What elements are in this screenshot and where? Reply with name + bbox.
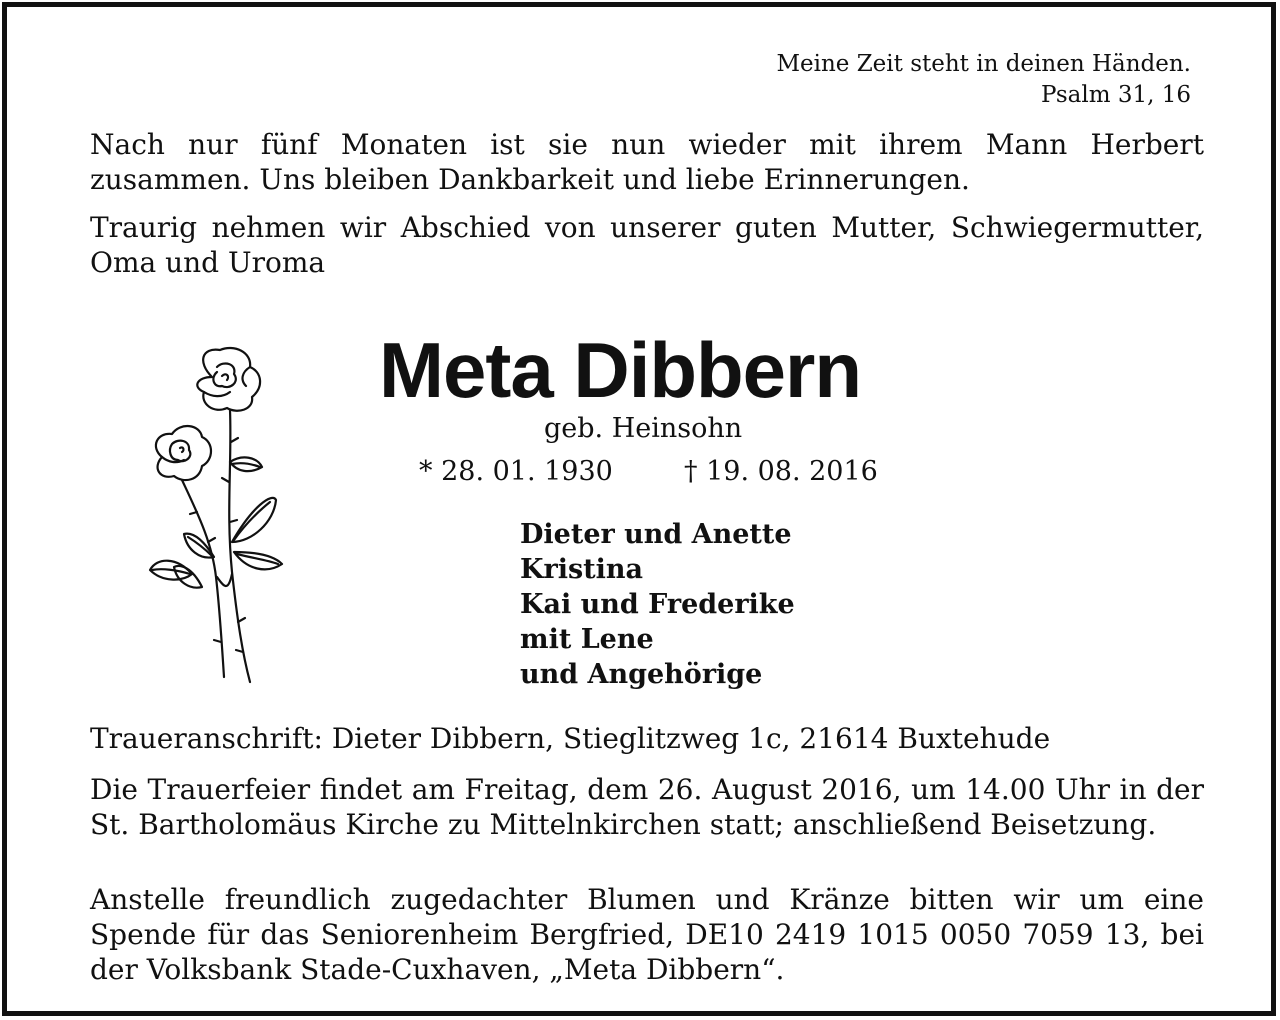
funeral-service-info: Die Trauerfeier findet am Freitag, dem 26. August 2016, um 14.00 Uhr in der St. Bartholomäus Kirche zu Mittelnkirchen statt; anschließend Beisetzung. [90,773,1204,841]
birth-date: * 28. 01. 1930 [419,456,613,487]
mourner-line: Kristina [520,554,644,585]
mourner-line: und Angehörige [520,659,763,690]
psalm-quote: Meine Zeit steht in deinen Händen. [776,51,1191,77]
psalm-quote-block [776,49,1191,111]
psalm-reference: Psalm 31, 16 [1040,82,1191,108]
intro-paragraph-1: Nach nur fünf Monaten ist sie nun wieder mit ihrem Mann Herbert zusammen. Uns bleiben Dankbarkeit und liebe Erinnerungen. [90,128,1204,196]
mourner-line: mit Lene [520,624,654,655]
deceased-name: Meta Dibbern [379,326,862,414]
birth-name: geb. Heinsohn [544,413,743,444]
mourner-line: Dieter und Anette [520,519,792,550]
intro-paragraph-2: Traurig nehmen wir Abschied von unserer guten Mutter, Schwiegermutter, Oma und Uroma [90,211,1204,279]
donation-request: Anstelle freundlich zugedachter Blumen und Kränze bitten wir um eine Spende für das Seniorenheim Bergfried, DE10 2419 1015 0050 7059 13, bei der Volksbank Stade-Cuxhaven, „Meta Dibbern“. [90,883,1204,986]
rose-icon [142,342,287,687]
death-date: † 19. 08. 2016 [684,456,878,487]
obituary-notice [2,2,1276,1016]
mourner-line: Kai und Frederike [520,589,795,620]
life-dates [419,455,878,489]
mourning-address: Traueranschrift: Dieter Dibbern, Stieglitzweg 1c, 21614 Buxtehude [90,722,1051,755]
mourners-list [520,517,795,692]
